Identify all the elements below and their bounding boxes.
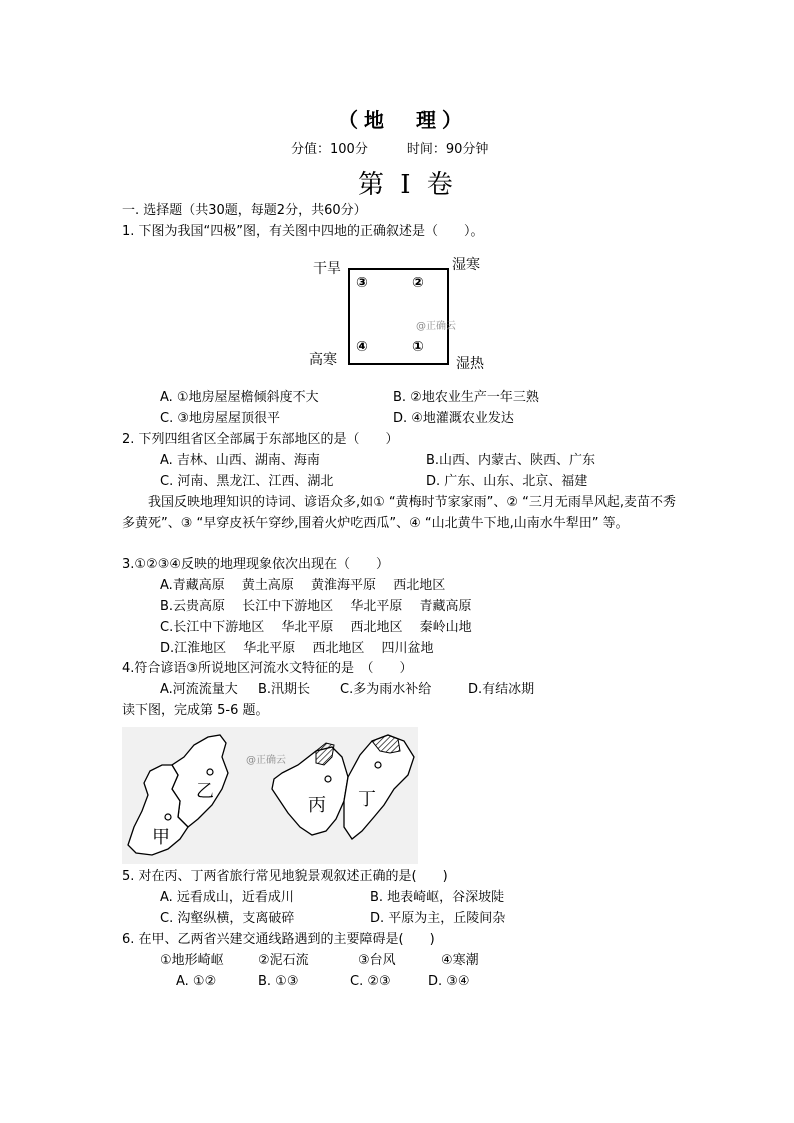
q1-option-a: A. ①地房屋屋檐倾斜度不大 — [160, 390, 319, 405]
q6-item-1: ①地形崎岖 — [160, 953, 224, 968]
q3-option-b: B.云贵高原 长江中下游地区 华北平原 青藏高原 — [160, 599, 472, 614]
q3-option-d: D.江淮地区 华北平原 西北地区 四川盆地 — [160, 641, 434, 656]
q6-option-d: D. ③④ — [428, 974, 470, 989]
corner-label-wet-cold: 湿寒 — [452, 257, 480, 273]
question-2-stem: 2. 下列四组省区全部属于东部地区的是（ ） — [122, 432, 399, 447]
question-1-stem: 1. 下图为我国“四极”图，有关图中四地的正确叙述是（ ）。 — [122, 224, 484, 239]
corner-label-high-cold: 高寒 — [309, 352, 337, 368]
question-6-stem: 6. 在甲、乙两省兴建交通线路遇到的主要障碍是( ) — [122, 932, 435, 947]
province-outline-ding — [344, 735, 414, 839]
q6-item-3: ③台风 — [358, 953, 396, 968]
reading-passage: 我国反映地理知识的诗词、谚语众多,如① “黄梅时节家家雨”、② “三月无雨旱风起,麦苗不秀多黄死”、③ “早穿皮袄午穿纱,围着火炉吃西瓜”、④ “山北黄牛下地,山南水牛犁田” 等。 — [122, 495, 677, 531]
q4-option-a: A.河流流量大 — [160, 682, 238, 697]
volume-heading: 第 I 卷 — [358, 170, 457, 200]
q4-option-b: B.汛期长 — [258, 682, 311, 697]
marker-1: ① — [412, 339, 424, 355]
q5-option-d: D. 平原为主，丘陵间杂 — [370, 911, 506, 926]
capital-yi — [207, 769, 213, 775]
map-label-ding: 丁 — [358, 789, 376, 810]
paper-title: （地 理） — [338, 108, 468, 132]
province-map — [122, 727, 418, 864]
q2-option-d: D. 广东、山东、北京、福建 — [426, 474, 588, 489]
q3-option-a: A.青藏高原 黄土高原 黄淮海平原 西北地区 — [160, 578, 446, 593]
map-watermark: @正确云 — [246, 755, 286, 766]
q2-option-c: C. 河南、黑龙江、江西、湖北 — [160, 474, 334, 489]
q4-option-c: C.多为雨水补给 — [340, 682, 432, 697]
q6-item-2: ②泥石流 — [258, 953, 309, 968]
capital-bing — [325, 776, 331, 782]
q3-option-c: C.长江中下游地区 华北平原 西北地区 秦岭山地 — [160, 620, 472, 635]
q6-option-b: B. ①③ — [258, 974, 299, 989]
marker-2: ② — [412, 275, 424, 291]
section-heading: 一. 选择题（共30题，每题2分，共60分） — [122, 203, 367, 218]
q6-item-4: ④寒潮 — [441, 953, 479, 968]
diagram-watermark: @正确云 — [416, 321, 456, 332]
q5-option-a: A. 远看成山，近看成川 — [160, 890, 294, 905]
question-4-stem: 4.符合谚语③所说地区河流水文特征的是 （ ） — [122, 661, 413, 676]
q1-option-c: C. ③地房屋屋顶很平 — [160, 411, 280, 426]
corner-label-wet-hot: 湿热 — [456, 356, 484, 372]
capital-ding — [375, 762, 381, 768]
map-label-yi: 乙 — [196, 781, 214, 802]
question-5-stem: 5. 对在丙、丁两省旅行常见地貌景观叙述正确的是( ) — [122, 869, 448, 884]
q5-option-c: C. 沟壑纵横，支离破碎 — [160, 911, 295, 926]
q4-option-d: D.有结冰期 — [468, 682, 535, 697]
four-extremes-diagram — [304, 253, 504, 373]
marker-4: ④ — [356, 339, 368, 355]
read-map-instruction: 读下图，完成第 5-6 题。 — [122, 703, 269, 718]
score-time-line: 分值：100分 时间：90分钟 — [291, 142, 489, 157]
marker-3: ③ — [356, 275, 368, 291]
q6-option-c: C. ②③ — [350, 974, 391, 989]
q1-option-b: B. ②地农业生产一年三熟 — [393, 390, 539, 405]
question-3-stem: 3.①②③④反映的地理现象依次出现在（ ） — [122, 557, 390, 572]
map-label-bing: 丙 — [308, 795, 326, 816]
q6-option-a: A. ①② — [176, 974, 217, 989]
map-label-jia: 甲 — [152, 827, 170, 848]
capital-jia — [165, 814, 171, 820]
q1-option-d: D. ④地灌溉农业发达 — [393, 411, 514, 426]
q2-option-b: B.山西、内蒙古、陕西、广东 — [426, 453, 596, 468]
q5-option-b: B. 地表崎岖，谷深坡陡 — [370, 890, 505, 905]
q2-option-a: A. 吉林、山西、湖南、海南 — [160, 453, 320, 468]
corner-label-dry: 干旱 — [313, 261, 341, 277]
